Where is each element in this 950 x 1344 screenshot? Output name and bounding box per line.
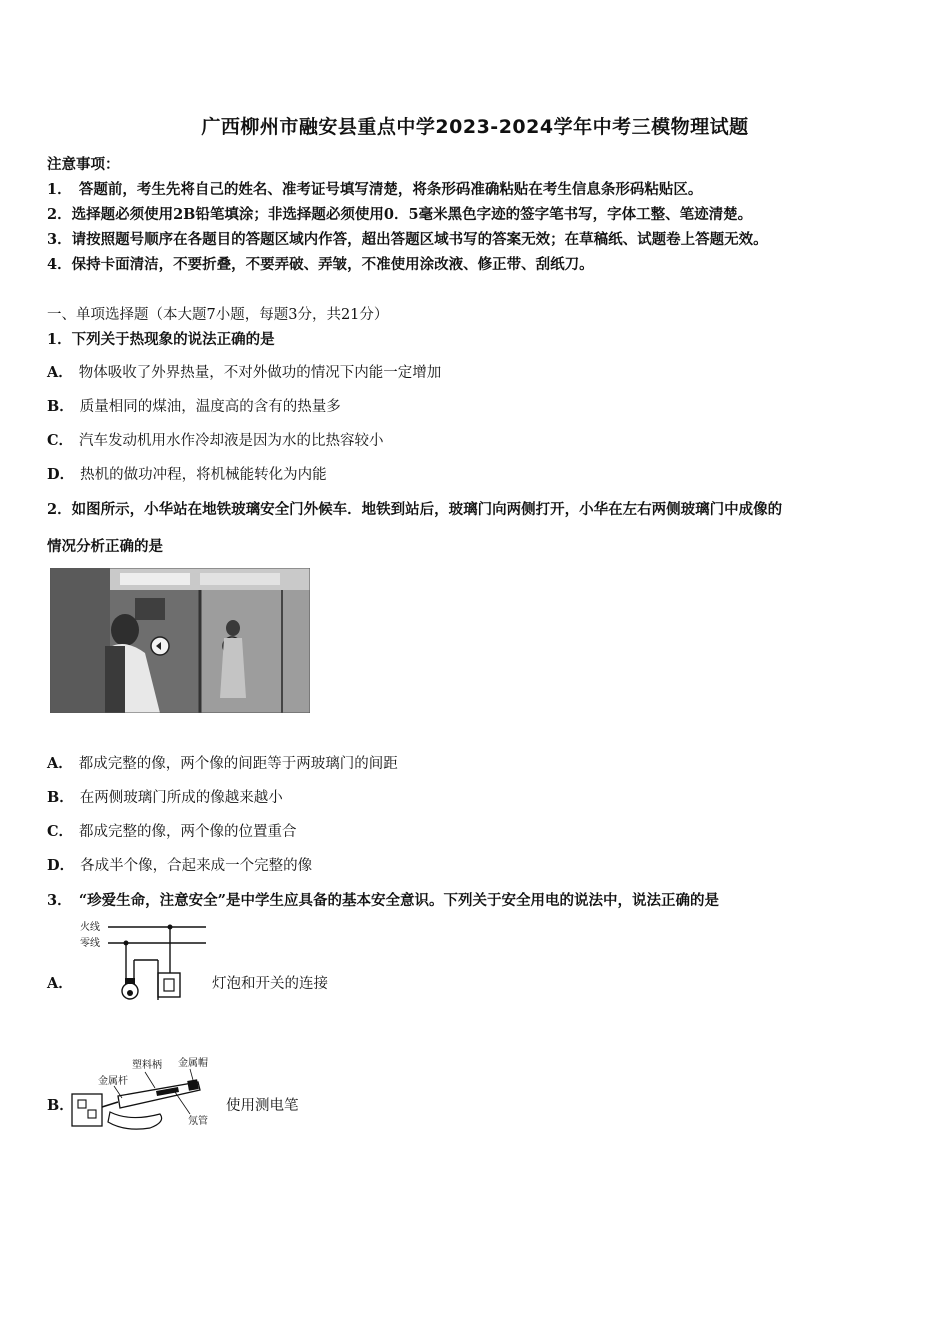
option-text: 各成半个像，合起来成一个完整的像 bbox=[80, 858, 313, 874]
option-label: A． bbox=[47, 755, 73, 772]
lamp-switch-circuit-diagram bbox=[78, 918, 208, 1013]
q3-option-a-text: 灯泡和开关的连接 bbox=[212, 976, 328, 992]
q1-option-b bbox=[47, 395, 341, 416]
neutral-wire-label: 零线 bbox=[80, 938, 100, 949]
option-label: B． bbox=[47, 789, 74, 806]
q2-option-a bbox=[47, 752, 398, 773]
metal-cap-label: 金属帽 bbox=[178, 1058, 208, 1069]
q1-option-c bbox=[47, 429, 384, 450]
option-text: 都成完整的像，两个像的间距等于两玻璃门的间距 bbox=[78, 756, 398, 772]
metal-rod-label: 金属杆 bbox=[98, 1076, 128, 1087]
option-text: 在两侧玻璃门所成的像越来越小 bbox=[79, 790, 283, 806]
q1-option-a bbox=[47, 361, 441, 382]
notice-item-4: 4．保持卡面清洁，不要折叠，不要弄破、弄皱，不准使用涂改液、修正带、刮纸刀。 bbox=[47, 256, 594, 273]
notice-item-3: 3．请按照题号顺序在各题目的答题区域内作答，超出答题区域书写的答案无效；在草稿纸、试题卷上答题无效。 bbox=[47, 231, 768, 248]
q2-stem-line2: 情况分析正确的是 bbox=[47, 538, 163, 555]
q2-option-b bbox=[47, 786, 283, 807]
subway-door-photo bbox=[50, 568, 310, 713]
test-pen-diagram bbox=[70, 1052, 220, 1134]
option-text: 汽车发动机用水作冷却液是因为水的比热容较小 bbox=[79, 433, 384, 449]
q3-option-b-label: B． bbox=[47, 1097, 74, 1114]
exam-title: 广西柳州市融安县重点中学2023-2024学年中考三模物理试题 bbox=[201, 116, 749, 138]
option-text: 物体吸收了外界热量，不对外做功的情况下内能一定增加 bbox=[78, 365, 442, 381]
option-text: 都成完整的像，两个像的位置重合 bbox=[79, 824, 297, 840]
q2-option-c bbox=[47, 820, 297, 841]
q3-option-a-label: A． bbox=[47, 975, 73, 992]
option-label: C． bbox=[47, 432, 74, 449]
q2-option-d bbox=[47, 854, 312, 875]
q3-option-b-text: 使用测电笔 bbox=[226, 1098, 299, 1114]
option-label: A． bbox=[47, 364, 73, 381]
neon-tube-label: 氖管 bbox=[188, 1116, 208, 1127]
option-text: 热机的做功冲程，将机械能转化为内能 bbox=[80, 467, 327, 483]
q1-option-d bbox=[47, 463, 327, 484]
plastic-handle-label: 塑料柄 bbox=[132, 1060, 162, 1071]
option-label: D． bbox=[47, 466, 75, 483]
notice-heading: 注意事项： bbox=[47, 156, 120, 173]
notice-item-1: 1． 答题前，考生先将自己的姓名、准考证号填写清楚，将条形码准确粘贴在考生信息条形码粘贴区。 bbox=[47, 181, 703, 198]
section-heading: 一、单项选择题（本大题7小题，每题3分，共21分） bbox=[47, 307, 389, 323]
option-label: D． bbox=[47, 857, 75, 874]
option-label: C． bbox=[47, 823, 74, 840]
q1-stem: 1．下列关于热现象的说法正确的是 bbox=[47, 331, 275, 348]
live-wire-label: 火线 bbox=[80, 922, 100, 933]
option-text: 质量相同的煤油，温度高的含有的热量多 bbox=[79, 399, 341, 415]
notice-item-2: 2．选择题必须使用2B铅笔填涂；非选择题必须使用0．5毫米黑色字迹的签字笔书写，字体工整、笔迹清楚。 bbox=[47, 206, 753, 223]
q3-stem: 3． “珍爱生命，注意安全”是中学生应具备的基本安全意识。下列关于安全用电的说法中，说法正确的是 bbox=[47, 892, 720, 909]
q2-stem-line1: 2．如图所示，小华站在地铁玻璃安全门外候车．地铁到站后，玻璃门向两侧打开，小华在左右两侧玻璃门中成像的 bbox=[47, 501, 783, 518]
option-label: B． bbox=[47, 398, 74, 415]
